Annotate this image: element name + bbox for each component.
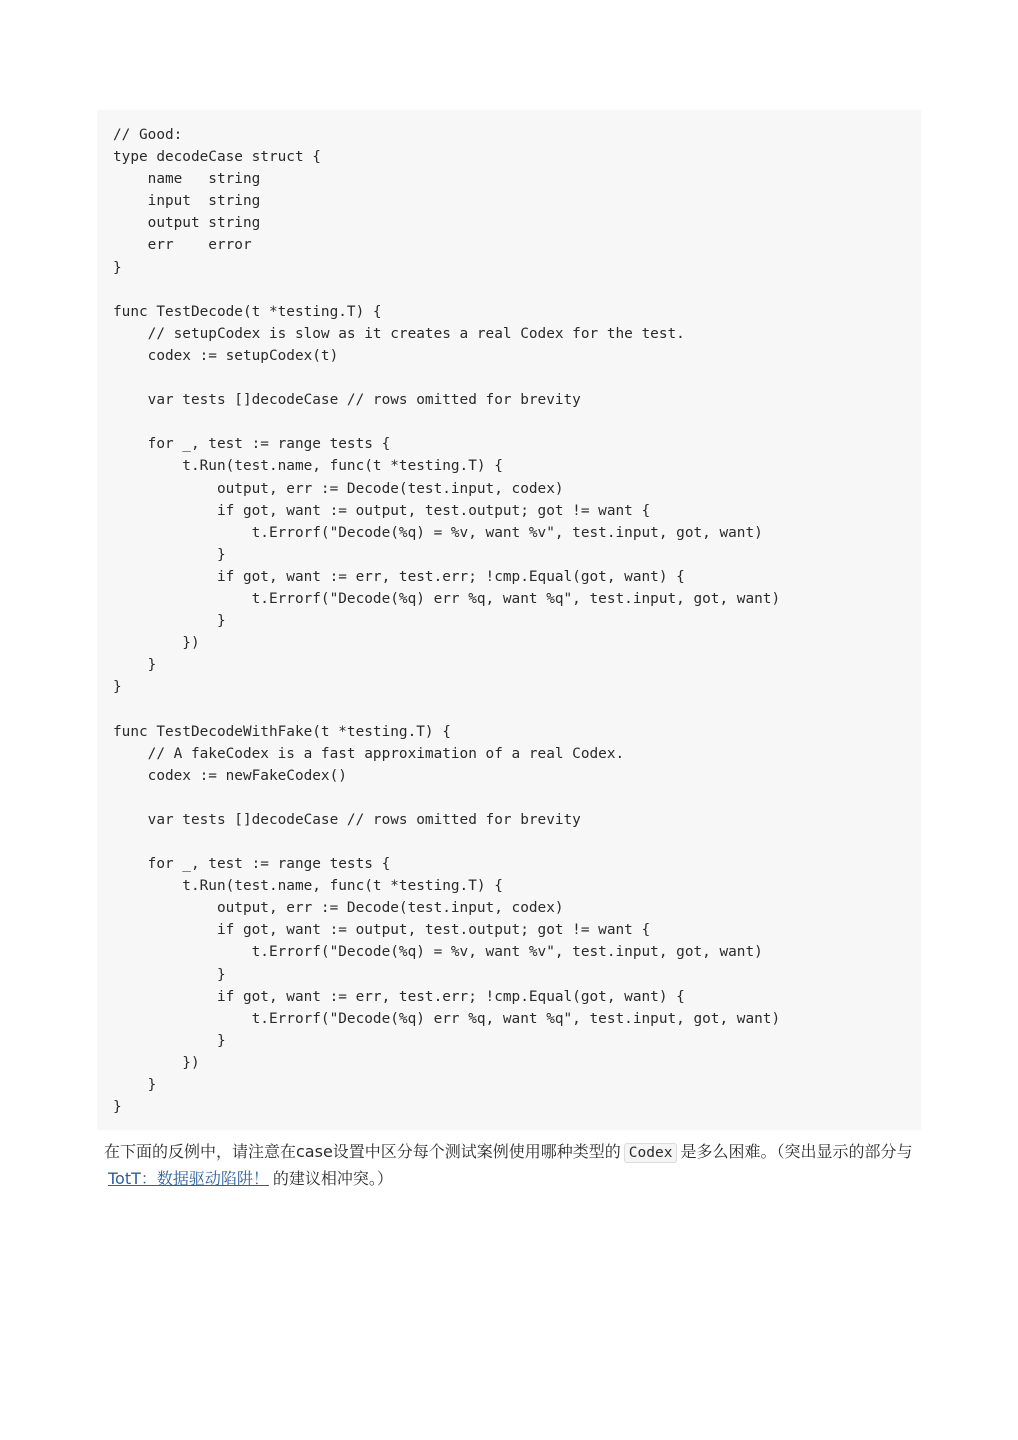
code-line: if got, want := output, test.output; got != want { bbox=[113, 502, 651, 519]
code-line: } bbox=[113, 657, 157, 674]
paragraph-text-before: 在下面的反例中，请注意在case设置中区分每个测试案例使用哪种类型的 bbox=[104, 1142, 621, 1161]
code-line: var tests []decodeCase // rows omitted for brevity bbox=[113, 392, 581, 409]
code-line: for _, test := range tests { bbox=[113, 436, 391, 453]
code-line: t.Errorf("Decode(%q) err %q, want %q", test.input, got, want) bbox=[113, 1010, 781, 1027]
code-line: type decodeCase struct { bbox=[113, 149, 321, 166]
code-line: } bbox=[113, 679, 122, 696]
code-block bbox=[97, 110, 921, 1130]
code-line: if got, want := err, test.err; !cmp.Equal(got, want) { bbox=[113, 988, 685, 1005]
code-line: output, err := Decode(test.input, codex) bbox=[113, 480, 564, 497]
code-line: input string bbox=[113, 193, 261, 210]
code-lines bbox=[113, 124, 921, 1118]
code-line: // A fakeCodex is a fast approximation of a real Codex. bbox=[113, 745, 625, 762]
code-line: } bbox=[113, 1032, 226, 1049]
code-line: t.Errorf("Decode(%q) = %v, want %v", test.input, got, want) bbox=[113, 524, 763, 541]
code-line: if got, want := output, test.output; got != want { bbox=[113, 922, 651, 939]
code-line: codex := setupCodex(t) bbox=[113, 347, 339, 364]
code-line bbox=[113, 367, 921, 389]
code-line: t.Run(test.name, func(t *testing.T) { bbox=[113, 878, 503, 895]
code-line: // Good: bbox=[113, 127, 183, 143]
paragraph-text-after: 的建议相冲突。） bbox=[272, 1169, 393, 1188]
body-paragraph bbox=[104, 1139, 916, 1192]
code-line bbox=[113, 279, 921, 301]
code-line: func TestDecode(t *testing.T) { bbox=[113, 303, 382, 320]
code-line: output string bbox=[113, 215, 261, 232]
code-line: func TestDecodeWithFake(t *testing.T) { bbox=[113, 723, 451, 740]
code-line: } bbox=[113, 966, 226, 983]
code-line: var tests []decodeCase // rows omitted for brevity bbox=[113, 811, 581, 828]
code-line bbox=[113, 787, 921, 809]
code-line: } bbox=[113, 613, 226, 630]
code-line: }) bbox=[113, 635, 200, 652]
code-line bbox=[113, 698, 921, 720]
code-line: t.Errorf("Decode(%q) err %q, want %q", test.input, got, want) bbox=[113, 590, 781, 607]
code-line: } bbox=[113, 1077, 157, 1094]
code-line: t.Run(test.name, func(t *testing.T) { bbox=[113, 458, 503, 475]
code-line: } bbox=[113, 546, 226, 563]
code-line: output, err := Decode(test.input, codex) bbox=[113, 900, 564, 917]
code-line: if got, want := err, test.err; !cmp.Equal(got, want) { bbox=[113, 568, 685, 585]
paragraph-text-middle: 是多么困难。（突出显示的部分与 bbox=[680, 1142, 913, 1161]
code-line bbox=[113, 411, 921, 433]
code-line: name string bbox=[113, 171, 261, 188]
tott-data-driven-traps-link[interactable]: TotT：数据驱动陷阱！ bbox=[108, 1169, 269, 1188]
code-line: for _, test := range tests { bbox=[113, 856, 391, 873]
code-line: err error bbox=[113, 237, 252, 254]
code-line: } bbox=[113, 259, 122, 276]
code-line: }) bbox=[113, 1054, 200, 1071]
inline-code-codex: Codex bbox=[624, 1143, 678, 1163]
code-line: t.Errorf("Decode(%q) = %v, want %v", test.input, got, want) bbox=[113, 944, 763, 961]
code-line: codex := newFakeCodex() bbox=[113, 767, 347, 784]
code-line: // setupCodex is slow as it creates a real Codex for the test. bbox=[113, 325, 685, 342]
code-line: } bbox=[113, 1099, 122, 1116]
code-line bbox=[113, 831, 921, 853]
